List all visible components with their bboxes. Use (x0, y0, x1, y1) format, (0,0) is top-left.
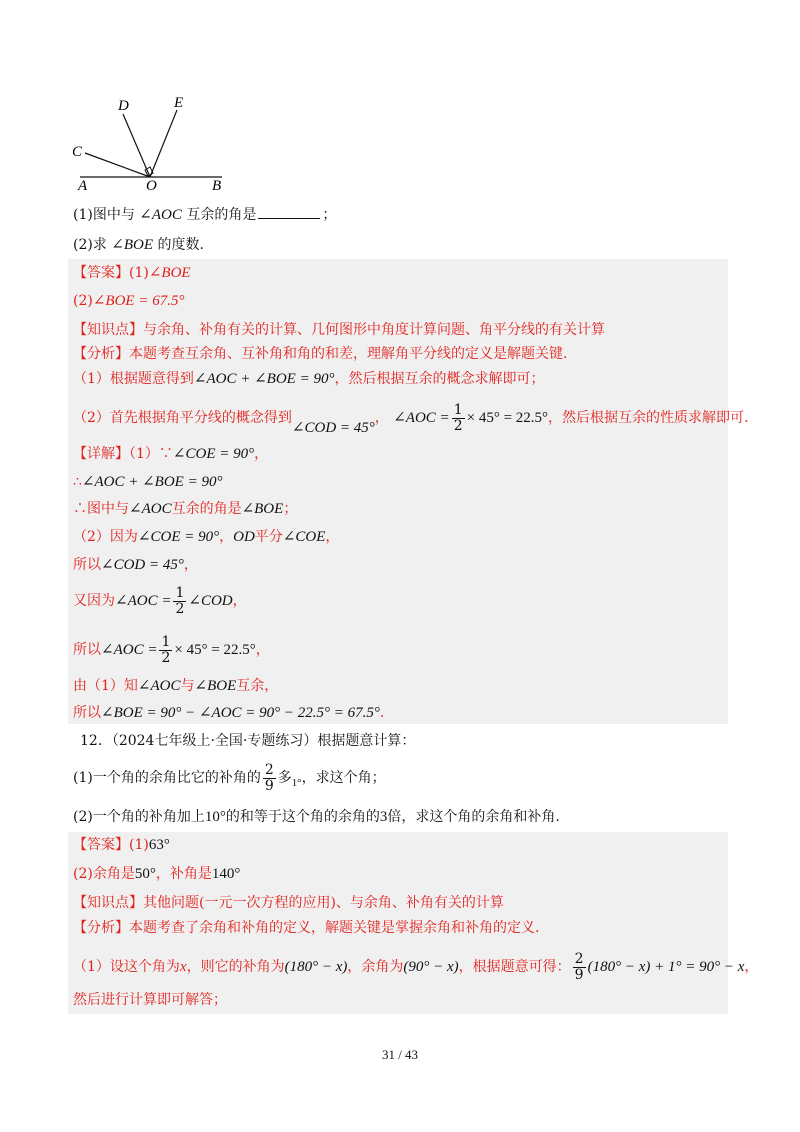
d9-math: ∠BOE = 90° − ∠AOC = 90° − 22.5° = 67.5° (101, 705, 380, 721)
sol12-analysis-1 (73, 950, 758, 984)
label-d: D (118, 98, 129, 114)
q11-p1-prefix: (1)图中与 (73, 207, 135, 223)
sol11-analysis (73, 344, 567, 364)
a1-x: x (179, 959, 187, 975)
analysis-tag: 【分析】 (73, 346, 129, 362)
a1-mid3: ，根据题意可得： (458, 959, 571, 975)
label-b: B (212, 178, 222, 194)
d8-math1: ∠AOC (137, 678, 181, 694)
sol11-detail-5 (73, 555, 198, 575)
a1-mid2: ，余角为 (347, 959, 404, 975)
answer-2-num: (2) (73, 293, 93, 309)
sol11-analysis-2 (73, 402, 748, 434)
d6-suffix: ， (232, 593, 247, 609)
a2-fraction (452, 403, 465, 434)
q11-part2 (73, 235, 204, 255)
q12-p2-suffix: 倍，求这个角的余角和补角. (387, 809, 560, 825)
sol11-answer-1 (73, 263, 191, 283)
knowledge-text: 其他问题(一元一次方程的应用)、与余角、补角有关的计算 (143, 895, 504, 911)
d6-prefix: 又因为 (73, 593, 115, 609)
sol11-knowledge (73, 320, 605, 340)
sol12-analysis-1-cont (73, 990, 227, 1010)
a2-math1: ∠COD = 45° (291, 420, 375, 436)
frac-den: 9 (264, 777, 274, 794)
frac-num: 1 (161, 633, 171, 650)
d4-mid2: 平分 (254, 529, 283, 545)
d3-math1: ∠AOC (129, 501, 172, 517)
q12-p2-num1: 10° (204, 809, 226, 825)
d2-prefix: ∴ (73, 474, 82, 490)
sol11-analysis-1 (73, 369, 544, 389)
q11-p2-prefix: (2)求 (73, 237, 107, 253)
sol11-detail-9 (73, 703, 384, 723)
d4-math3: ∠COE (282, 529, 326, 545)
d4-math2: OD (233, 529, 255, 545)
d3-math2: ∠BOE (241, 501, 284, 517)
a1-suffix: ， (744, 959, 759, 975)
sol12-answer-2 (73, 864, 240, 884)
d8-prefix: 由（1）知 (73, 678, 138, 694)
d9-suffix: . (379, 705, 385, 721)
a2-math2a: ∠AOC = (393, 410, 450, 426)
knowledge-tag: 【知识点】 (73, 895, 143, 911)
analysis-text: 本题考查互余角、互补角和角的和差，理解角平分线的定义是解题关键. (129, 346, 568, 362)
frac-den: 2 (161, 649, 171, 666)
knowledge-text: 与余角、补角有关的计算、几何图形中角度计算问题、角平分线的有关计算 (143, 322, 605, 338)
d4-math1: ∠COE = 90° (137, 529, 220, 545)
q11-p2-angle: ∠BOE (111, 237, 154, 253)
d6-fraction (173, 586, 186, 617)
d5-suffix: ， (183, 557, 198, 573)
sol11-detail-6 (73, 585, 247, 617)
knowledge-tag: 【知识点】 (73, 322, 143, 338)
analysis-tag: 【分析】 (73, 920, 129, 936)
a1-m3: (180° − x) + 1° = 90° − x (587, 959, 745, 975)
a1-m2: (90° − x) (403, 959, 459, 975)
sol11-detail-8 (73, 676, 278, 696)
q12-p1-suffix: ，求这个角； (301, 770, 386, 786)
label-a: A (78, 178, 88, 194)
a2-comma: ， (374, 410, 389, 426)
analysis-text: 本题考查了余角和补角的定义，解题关键是掌握余角和补角的定义. (129, 920, 540, 936)
d8-suffix: 互余， (236, 678, 279, 694)
d7-prefix: 所以 (73, 642, 101, 658)
d8-mid: 与 (180, 678, 195, 694)
d3-mid: 互余的角是 (171, 501, 242, 517)
label-o: O (146, 178, 157, 194)
q12-p1-mid: 多 (277, 770, 292, 786)
a1-mid1: ，则它的补角为 (186, 959, 285, 975)
a1-m1: (180° − x) (284, 959, 348, 975)
d7-fraction (159, 635, 172, 666)
sol11-detail-3 (73, 499, 297, 519)
answer-1-num: (1) (129, 265, 149, 281)
answer-2-prefix: (2)余角是 (73, 866, 135, 882)
d7-suffix: ， (255, 642, 270, 658)
q11-p1-suffix: 互余的角是 (186, 207, 257, 223)
frac-den: 9 (574, 966, 584, 983)
q12-p1-prefix: (1)一个角的余角比它的补角的 (73, 770, 261, 786)
geometry-diagram (60, 88, 250, 198)
q12-p2-num2: 3 (379, 809, 388, 825)
ray-oe (150, 110, 177, 177)
d8-math2: ∠BOE (194, 678, 237, 694)
frac-num: 2 (264, 761, 274, 778)
answer-tag: 【答案】 (73, 837, 129, 853)
detail-tag: 【详解】 (73, 446, 129, 462)
frac-num: 2 (574, 950, 584, 967)
answer-2-math1: 50° (134, 866, 156, 882)
sol11-detail-2 (73, 472, 222, 492)
frac-num: 1 (175, 584, 185, 601)
sol11-answer-2 (73, 291, 184, 311)
q12-part1 (73, 760, 386, 801)
q12-header (80, 731, 415, 751)
frac-num: 1 (453, 401, 463, 418)
q12-header-text: 12．（2024七年级上·全国·专题练习）根据题意计算： (80, 733, 416, 749)
d5-prefix: 所以 (73, 557, 101, 573)
label-c: C (72, 144, 83, 160)
a1-math: ∠AOC + ∠BOE = 90° (193, 371, 335, 387)
d1-prefix: （1）∵ (129, 446, 173, 462)
d2-math: ∠AOC + ∠BOE = 90° (81, 474, 223, 490)
d9-prefix: 所以 (73, 705, 101, 721)
answer-1-math: ∠BOE (148, 265, 191, 281)
q11-p1-angle: ∠AOC (139, 207, 182, 223)
answer-2-math2: 140° (211, 866, 241, 882)
answer-tag: 【答案】 (73, 265, 129, 281)
a1-prefix: （1）根据题意得到 (73, 371, 194, 387)
q12-part2 (73, 807, 560, 827)
q11-p2-suffix: 的度数. (157, 237, 204, 253)
d4-suffix: ， (325, 529, 340, 545)
page-number: 31 / 43 (381, 1047, 419, 1062)
sol12-analysis (73, 918, 539, 938)
q12-p2-prefix: (2)一个角的补角加上 (73, 809, 205, 825)
a1-suffix: ，然后根据互余的概念求解即可； (334, 371, 545, 387)
q12-p1-num: 1° (291, 777, 302, 789)
a1-line2: 然后进行计算即可解答； (73, 992, 227, 1008)
sol11-detail-1 (73, 444, 268, 464)
frac-den: 2 (453, 417, 463, 434)
d4-prefix: （2）因为 (73, 529, 138, 545)
answer-2-mid: ，补角是 (155, 866, 212, 882)
ray-od (123, 114, 150, 177)
d7-math-b: × 45° = 22.5° (174, 642, 256, 658)
a2-prefix: （2）首先根据角平分线的概念得到 (73, 410, 292, 426)
frac-den: 2 (175, 600, 185, 617)
d6-math-a: ∠AOC = (115, 593, 172, 609)
answer-2-math: ∠BOE = 67.5° (92, 293, 185, 309)
answer-1-num: (1) (129, 837, 149, 853)
d7-math-a: ∠AOC = (101, 642, 158, 658)
ray-oc (85, 153, 150, 177)
a2-suffix: ，然后根据互余的性质求解即可. (548, 410, 749, 426)
a2-math2b: × 45° = 22.5° (466, 410, 549, 426)
q11-p1-end: ； (322, 207, 337, 223)
a1-fraction (573, 952, 586, 983)
q11-part1 (73, 205, 336, 225)
d5-math: ∠COD = 45° (101, 557, 184, 573)
d4-mid1: ， (219, 529, 234, 545)
answer-blank (258, 205, 320, 219)
d6-math-b: ∠COD (188, 593, 233, 609)
d3-prefix: ∴图中与 (73, 501, 129, 517)
sol11-detail-4 (73, 527, 339, 547)
q12-p1-fraction (263, 763, 276, 794)
d1-suffix: ， (254, 446, 269, 462)
sol11-detail-7 (73, 634, 270, 666)
q12-p2-mid: 的和等于这个角的余角的 (225, 809, 380, 825)
sol12-knowledge (73, 893, 504, 913)
answer-1-math: 63° (148, 837, 170, 853)
sol12-answer-1 (73, 835, 170, 855)
d1-math: ∠COE = 90° (172, 446, 255, 462)
label-e: E (174, 95, 184, 111)
a1-prefix: （1）设这个角为 (73, 959, 180, 975)
d3-suffix: ； (283, 501, 298, 517)
